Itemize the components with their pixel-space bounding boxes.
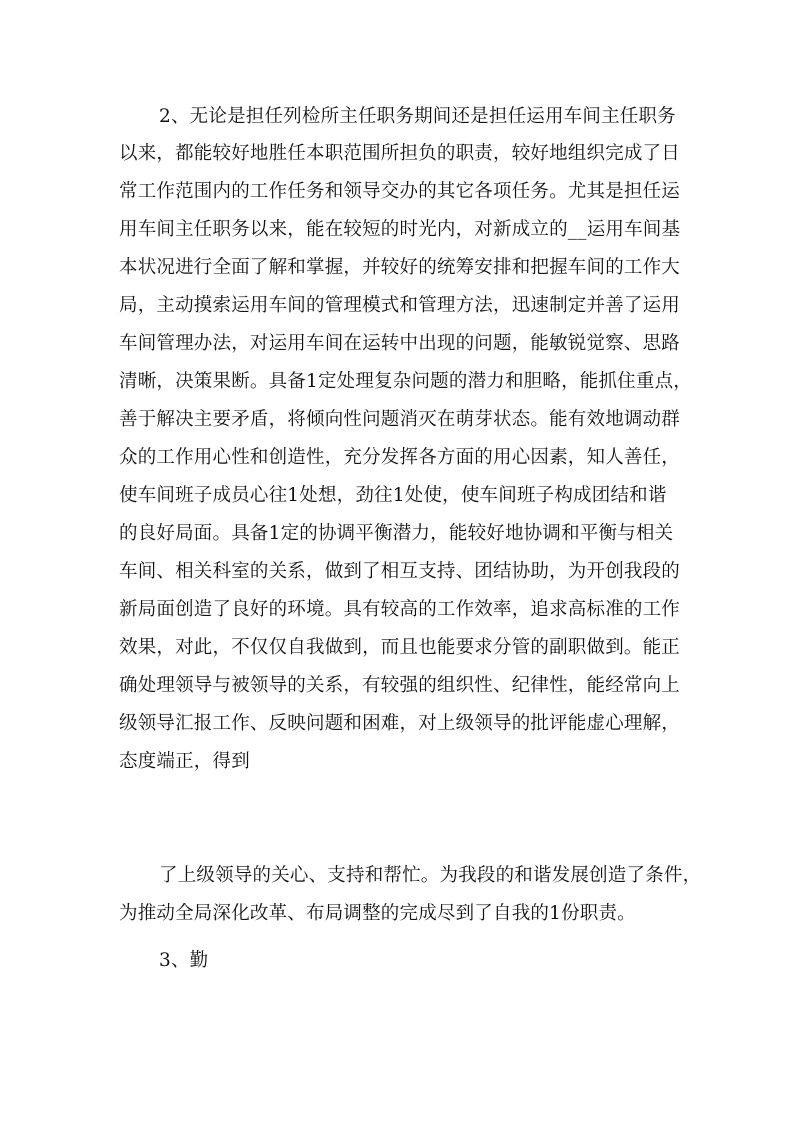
paragraph-line: 清晰，决策果断。具备1定处理复杂问题的潜力和胆略，能抓住重点， xyxy=(119,371,692,392)
paragraph-line: 了上级领导的关心、支持和帮忙。为我段的和谐发展创造了条件， xyxy=(159,865,702,886)
paragraph-line: 的良好局面。具备1定的协调平衡潜力，能较好地协调和平衡与相关 xyxy=(119,523,674,544)
paragraph-line: 车间管理办法，对运用车间在运转中出现的问题，能敏锐觉察、思路 xyxy=(119,333,681,354)
paragraph-line: 众的工作用心性和创造性，充分发挥各方面的用心因素，知人善任， xyxy=(119,447,681,468)
paragraph-line: 2、无论是担任列检所主任职务期间还是担任运用车间主任职务 xyxy=(159,106,676,127)
paragraph-line: 局，主动摸索运用车间的管理模式和管理方法，迅速制定并善了运用 xyxy=(119,295,681,316)
paragraph-line: 车间、相关科室的关系，做到了相互支持、团结协助，为开创我段的 xyxy=(119,561,681,582)
paragraph-line: 本状况进行全面了解和掌握，并较好的统筹安排和把握车间的工作大 xyxy=(119,257,681,278)
paragraph-line: 确处理领导与被领导的关系，有较强的组织性、纪律性，能经常向上 xyxy=(119,675,681,696)
paragraph-line: 级领导汇报工作、反映问题和困难，对上级领导的批评能虚心理解， xyxy=(119,713,681,734)
paragraph-line: 使车间班子成员心往1处想，劲往1处使，使车间班子构成团结和谐 xyxy=(119,485,667,506)
paragraph-line: 3、勤 xyxy=(159,950,209,971)
paragraph-line: 新局面创造了良好的环境。具有较高的工作效率，追求高标准的工作 xyxy=(119,599,681,620)
paragraph-line: 以来，都能较好地胜任本职范围所担负的职责，较好地组织完成了日 xyxy=(119,143,681,164)
paragraph-line: 常工作范围内的工作任务和领导交办的其它各项任务。尤其是担任运 xyxy=(119,181,681,202)
paragraph-line: 为推动全局深化改革、布局调整的完成尽到了自我的1份职责。 xyxy=(119,903,636,924)
paragraph-line: 态度端正，得到 xyxy=(119,751,250,772)
paragraph-line: 善于解决主要矛盾，将倾向性问题消灭在萌芽状态。能有效地调动群 xyxy=(119,409,681,430)
paragraph-line: 用车间主任职务以来，能在较短的时光内，对新成立的__运用车间基 xyxy=(119,219,681,240)
paragraph-line: 效果，对此，不仅仅自我做到，而且也能要求分管的副职做到。能正 xyxy=(119,637,681,658)
